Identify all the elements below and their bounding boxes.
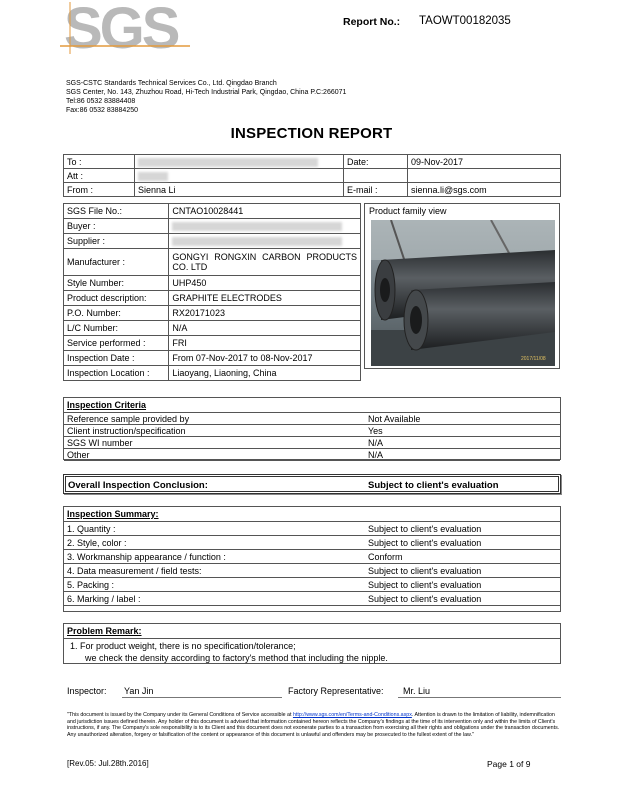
criteria-label: Client instruction/specification [64, 425, 365, 437]
terms-link[interactable]: http://www.sgs.com/en/Terms-and-Conditions.aspx [292, 712, 412, 718]
info-label: Supplier : [64, 234, 169, 249]
inspector-label: Inspector: [67, 686, 107, 696]
company-line: Fax:86 0532 83884250 [66, 107, 139, 114]
criteria-value: Not Available [365, 413, 560, 425]
summary-label: 2. Style, color : [64, 536, 365, 550]
photo-label: Product family view [369, 206, 447, 216]
summary-label: 4. Data measurement / field tests: [64, 564, 365, 578]
disclaimer-text: "This document is issued by the Company under its General Conditions of Service accessible at [67, 712, 293, 718]
info-label: P.O. Number: [64, 306, 169, 321]
info-value: UHP450 [169, 276, 361, 291]
info-value: N/A [169, 321, 361, 336]
date-value: 09-Nov-2017 [408, 155, 561, 169]
criteria-value: N/A [365, 437, 560, 449]
summary-label: 6. Marking / label : [64, 592, 365, 606]
logo-text: SGS [64, 0, 178, 54]
summary-value: Subject to client's evaluation [365, 522, 560, 536]
summary-label: 3. Workmanship appearance / function : [64, 550, 365, 564]
summary-value: Subject to client's evaluation [365, 592, 560, 606]
from-label: From : [64, 183, 135, 197]
company-line: SGS Center, No. 143, Zhuzhou Road, Hi-Tech Industrial Park, Qingdao, China P.C:266071 [66, 89, 347, 96]
divider [64, 638, 560, 639]
info-value: Liaoyang, Liaoning, China [169, 366, 361, 381]
legal-disclaimer [67, 712, 561, 738]
company-line: Tel:86 0532 83884408 [66, 98, 136, 105]
page-title: INSPECTION REPORT [230, 125, 393, 142]
overall-conclusion-box [63, 474, 561, 494]
criteria-label: Other [64, 449, 365, 461]
revision-label: [Rev.05: Jul.28th.2016] [67, 759, 149, 768]
remark-line-2: we check the density according to factory's method that including the nipple. [85, 653, 388, 663]
summary-table [64, 521, 560, 606]
summary-value: Subject to client's evaluation [365, 564, 560, 578]
summary-value: Subject to client's evaluation [365, 578, 560, 592]
svg-text:2017/11/08: 2017/11/08 [521, 356, 546, 362]
email-value: sienna.li@sgs.com [408, 183, 561, 197]
info-value: RX20171023 [169, 306, 361, 321]
factory-rep-label: Factory Representative: [288, 686, 384, 696]
factory-rep-value: Mr. Liu [403, 686, 431, 696]
inspector-value: Yan Jin [124, 686, 154, 696]
inspection-summary-section [63, 506, 561, 612]
supplier-value-redacted [169, 234, 361, 249]
info-label: Inspection Date : [64, 351, 169, 366]
to-value-redacted [135, 155, 344, 169]
manufacturer-value: GONGYI RONGXIN CARBON PRODUCTS CO. LTD [169, 249, 361, 276]
criteria-table [64, 412, 560, 461]
criteria-value: N/A [365, 449, 560, 461]
remark-title: Problem Remark: [67, 626, 142, 636]
signature-line [122, 697, 282, 698]
info-value: From 07-Nov-2017 to 08-Nov-2017 [169, 351, 361, 366]
sgs-logo [60, 0, 190, 54]
summary-label: 1. Quantity : [64, 522, 365, 536]
criteria-label: Reference sample provided by [64, 413, 365, 425]
criteria-value: Yes [365, 425, 560, 437]
page-number: Page 1 of 9 [487, 759, 531, 769]
info-value: CNTAO10028441 [169, 204, 361, 219]
company-line: SGS-CSTC Standards Technical Services Co., Ltd. Qingdao Branch [66, 80, 277, 87]
criteria-title: Inspection Criteria [67, 400, 147, 410]
info-label: Product description: [64, 291, 169, 306]
summary-value: Subject to client's evaluation [365, 536, 560, 550]
info-label: SGS File No.: [64, 204, 169, 219]
remark-line-1: 1. For product weight, there is no specification/tolerance; [70, 641, 296, 651]
buyer-value-redacted [169, 219, 361, 234]
product-photo-box [364, 203, 560, 369]
report-no-label: Report No.: [343, 16, 401, 28]
company-address-block [66, 79, 346, 115]
att-label: Att : [64, 169, 135, 183]
addressing-table [63, 154, 561, 197]
summary-value: Conform [365, 550, 560, 564]
report-no-value: TAOWT00182035 [419, 15, 511, 27]
conclusion-value: Subject to client's evaluation [368, 480, 499, 491]
from-value: Sienna Li [135, 183, 344, 197]
info-value: FRI [169, 336, 361, 351]
info-label: L/C Number: [64, 321, 169, 336]
to-label: To : [64, 155, 135, 169]
signature-line [398, 697, 561, 698]
inspection-criteria-section [63, 397, 561, 460]
criteria-label: SGS WI number [64, 437, 365, 449]
info-label: Service performed : [64, 336, 169, 351]
summary-title: Inspection Summary: [67, 509, 159, 519]
info-label: Buyer : [64, 219, 169, 234]
graphite-electrode-photo [371, 220, 555, 366]
info-value: GRAPHITE ELECTRODES [169, 291, 361, 306]
problem-remark-section [63, 623, 561, 664]
att-value-redacted [135, 169, 344, 183]
info-label: Style Number: [64, 276, 169, 291]
email-label: E-mail : [344, 183, 408, 197]
info-label: Manufacturer : [64, 249, 169, 276]
disclaimer-text: . Attention is drawn to the limitation of liability, indemnification and jurisdiction issues defined therein. Any holder of this document is advised that information contained hereon reflects the Company's findings at the time of its intervention only and within the limits of Client's instructions, if any. The Company's sole responsibility is to its Client and this document does not exonerate parties to a transaction from exercising all their rights and obligations under the transaction documents. Any unauthorized alteration, forgery or falsification of the content or appearance of this document is unlawful and offenders may be prosecuted to the fullest extent of the law." [67, 712, 560, 738]
product-info-table [63, 203, 361, 381]
date-label: Date: [344, 155, 408, 169]
summary-label: 5. Packing : [64, 578, 365, 592]
conclusion-label: Overall Inspection Conclusion: [68, 480, 208, 491]
info-label: Inspection Location : [64, 366, 169, 381]
